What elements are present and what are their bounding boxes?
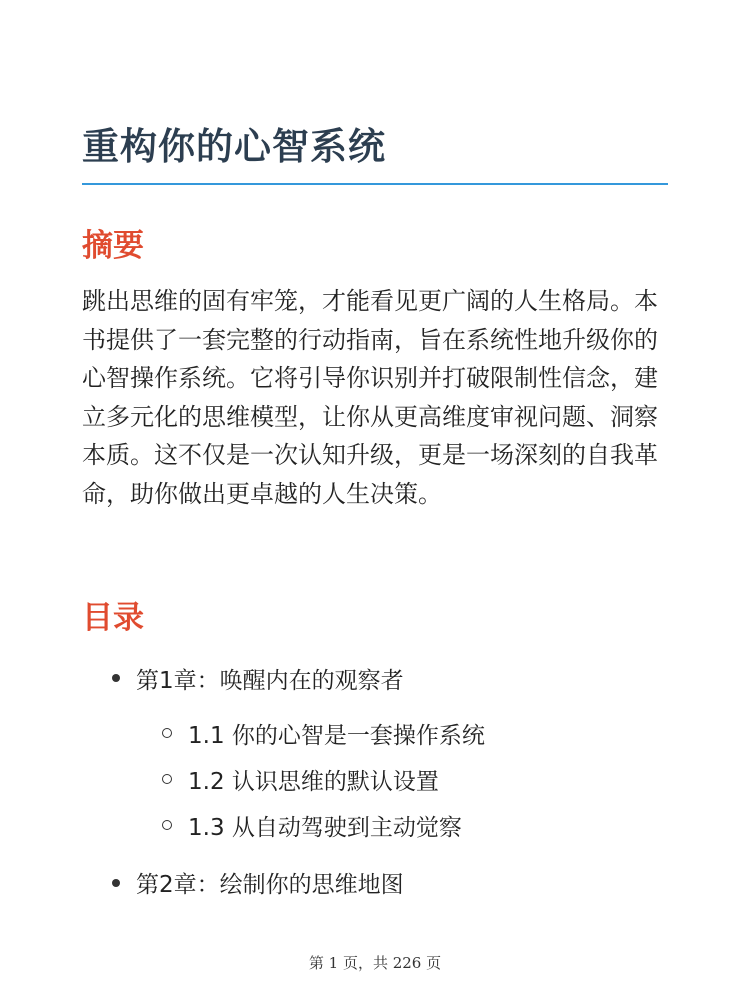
toc-chapter-1[interactable]: 第1章：唤醒内在的观察者 [136,668,404,694]
bullet-circle-icon [162,820,172,830]
toc-section-1-3[interactable]: 1.3 从自动驾驶到主动觉察 [188,815,462,841]
bullet-circle-icon [162,774,172,784]
toc-section-1-2[interactable]: 1.2 认识思维的默认设置 [188,769,439,795]
summary-heading: 摘要 [82,228,144,264]
bullet-dot-icon [112,674,120,682]
toc-chapter-2[interactable]: 第2章：绘制你的思维地图 [136,872,404,898]
title-divider [82,183,668,185]
page-footer: 第 1 页，共 226 页 [308,954,442,972]
document-title: 重构你的心智系统 [82,125,386,168]
summary-paragraph: 跳出思维的固有牢笼，才能看见更广阔的人生格局。本书提供了一套完整的行动指南，旨在系统性地升级你的心智操作系统。它将引导你识别并打破限制性信念，建立多元化的思维模型，让你从更高维度审视问题、洞察本质。这不仅是一次认知升级，更是一场深刻的自我革命，助你做出更卓越的人生决策。 [82,287,658,508]
bullet-circle-icon [162,728,172,738]
toc-section-1-1[interactable]: 1.1 你的心智是一套操作系统 [188,723,485,749]
bullet-dot-icon [112,879,120,887]
toc-heading: 目录 [82,600,144,636]
